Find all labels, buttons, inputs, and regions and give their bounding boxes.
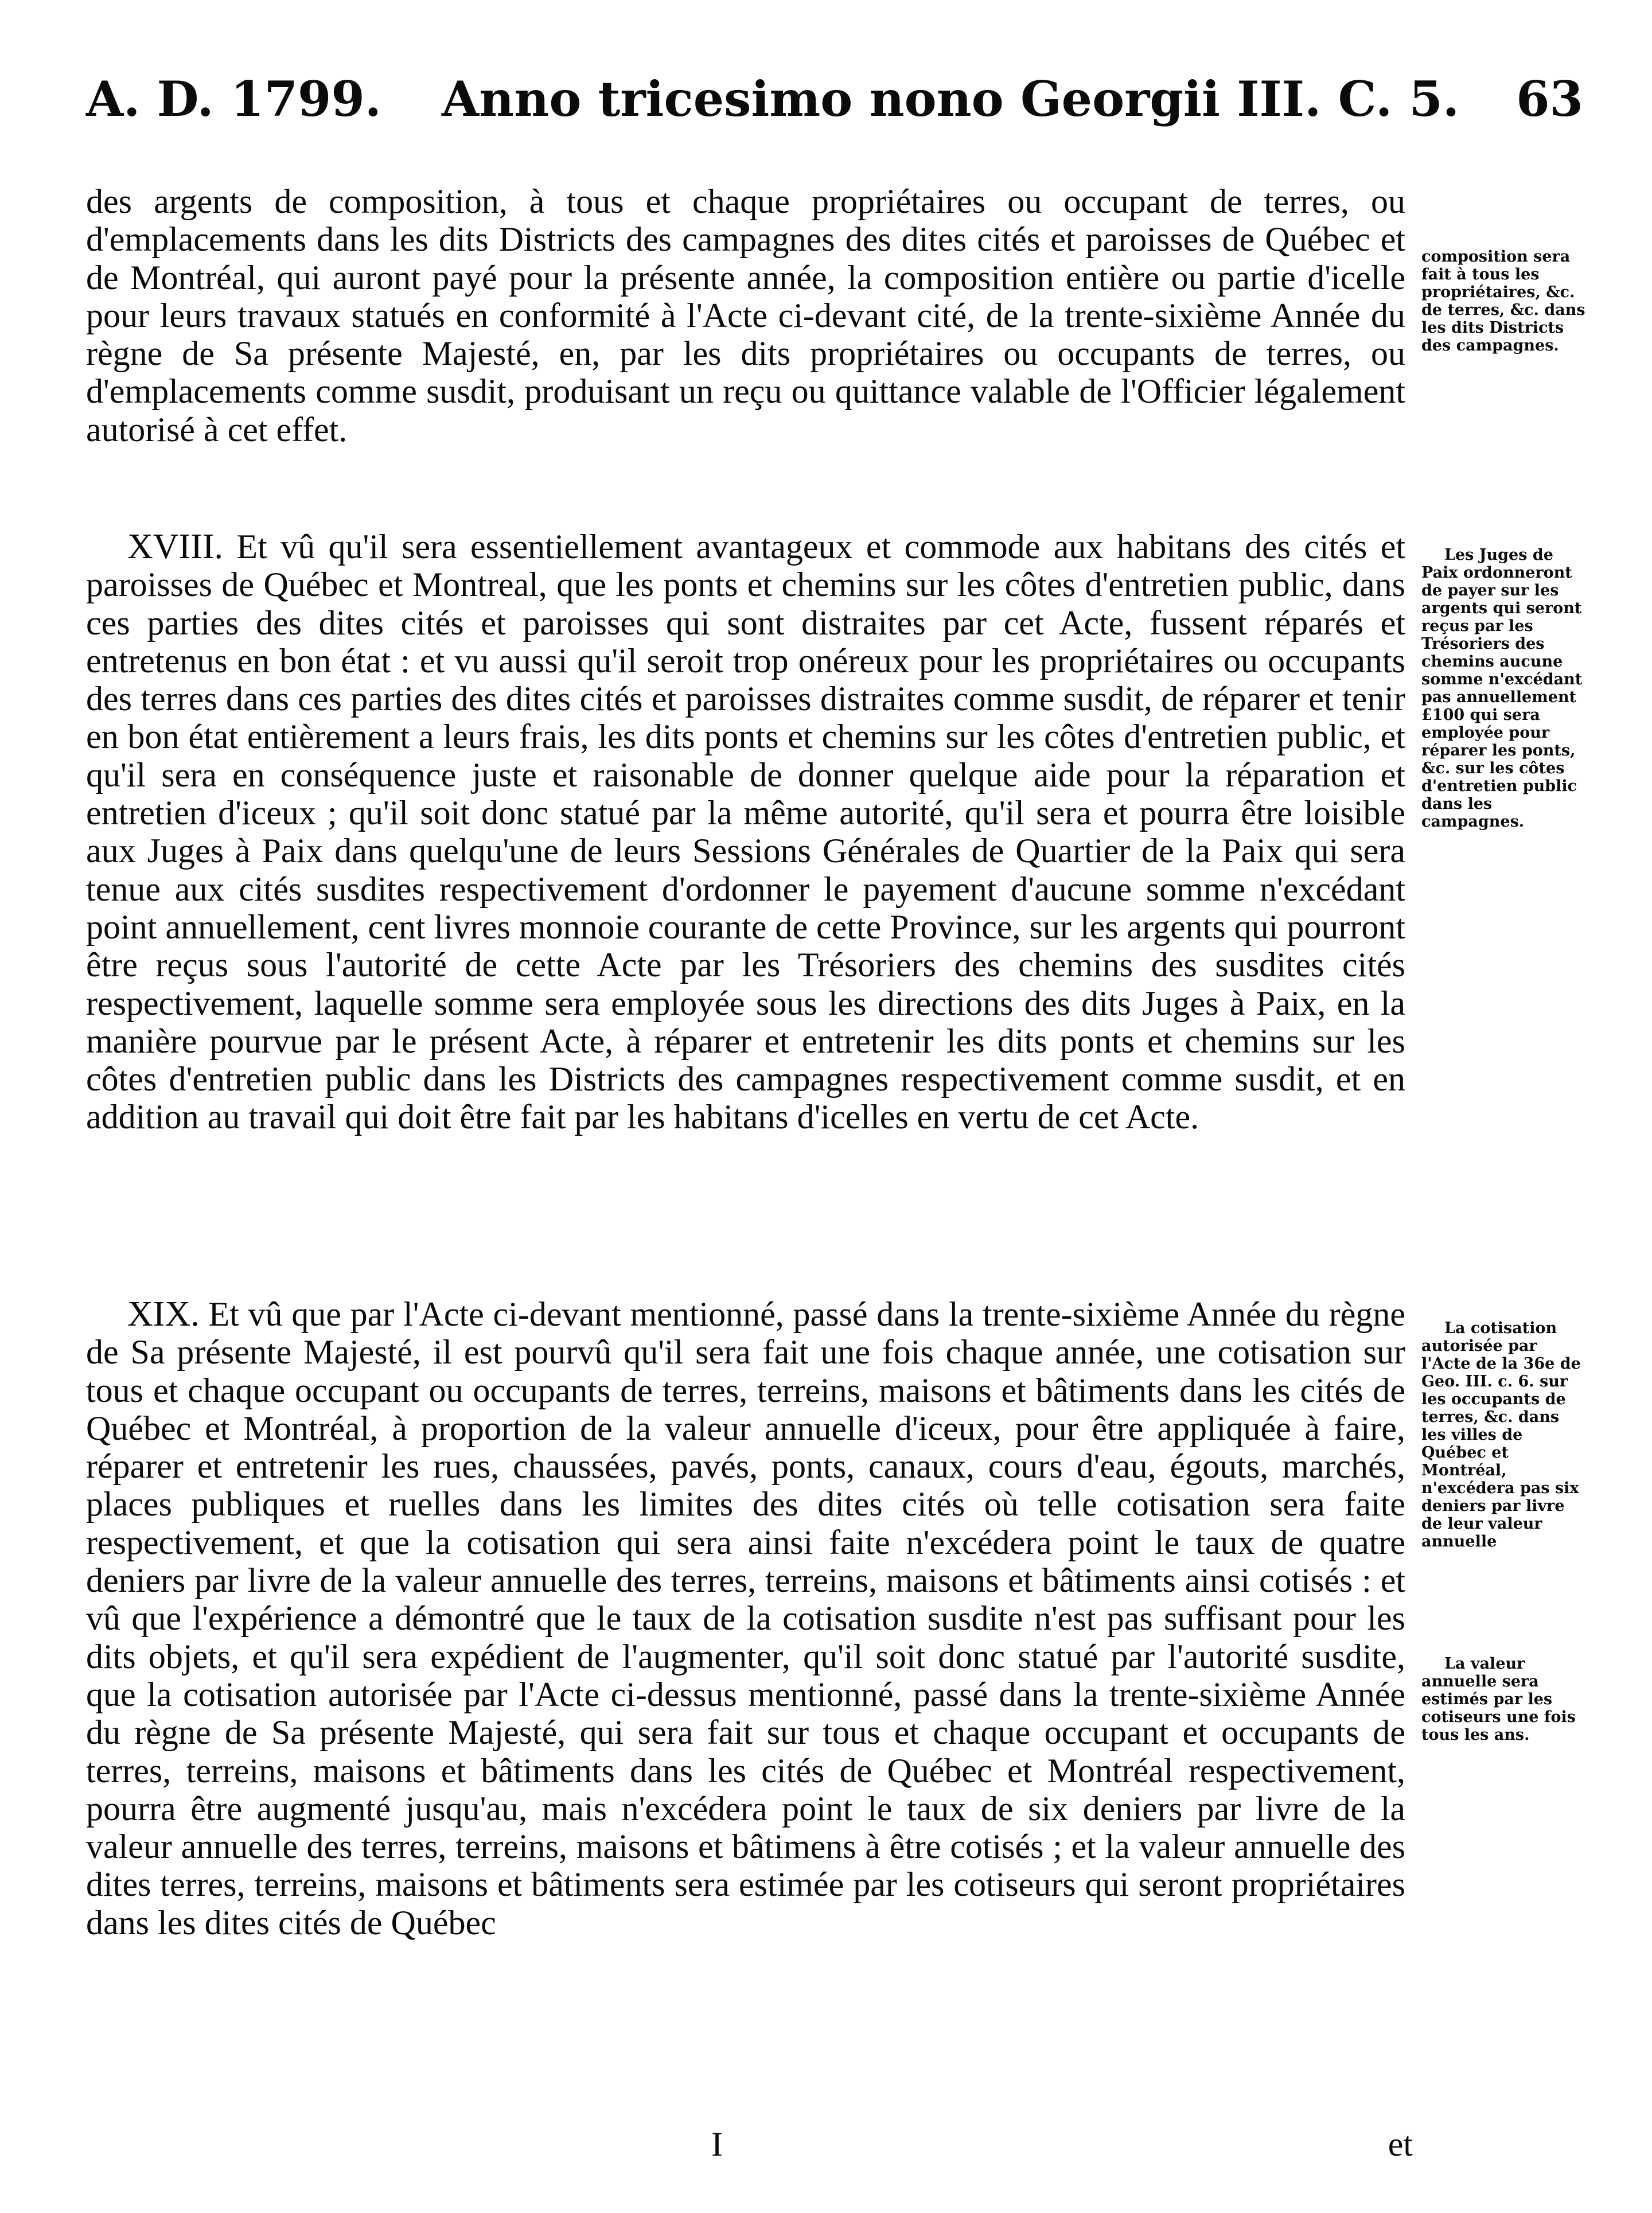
marginal-note: Les Juges de Paix ordonneront de payer sur les argents qui seront reçus par les Trésoriers des chemins aucune somme n'excédant pas annuellement £100 qui sera employée pour réparer les ponts, &c. sur les côtes d'entretien public dans les campagnes. — [1421, 546, 1583, 831]
running-header — [86, 68, 1583, 137]
page-number: 63 — [1516, 71, 1583, 127]
paragraph-text: Et vû que par l'Acte ci-devant mentionné, passé dans la trente-sixième Année du règne de Sa présente Majesté, il est pourvû qu'il sera fait une fois chaque année, une cotisation sur tous et chaque occupant ou occupants de terres, terreins, maisons et bâtiments dans les cités de Québec et Montréal, à proportion de la valeur annuelle d'iceux, pour être appliquée à faire, réparer et entretenir les rues, chaussées, pavés, ponts, canaux, cours d'eau, égouts, marchés, places publiques et ruelles dans les limites des dites cités où telle cotisation sera faite respectivement, et que la cotisation qui sera ainsi faite n'excédera point le taux de quatre deniers par livre de la valeur annuelle des terres, terreins, maisons et bâtiments ainsi cotisés : et vû que l'expérience a démontré que le taux de la cotisation susdite n'est pas suffisant pour les dits objets, et qu'il sera expédient de l'augmenter, qu'il soit donc statué par l'autorité susdite, que la cotisation autorisée par l'Acte ci-dessus mentionné, passé dans la trente-sixième Année du règne de Sa présente Majesté, qui sera fait sur tous et chaque occupant et occupants de terres, terreins, maisons et bâtiments dans les cités de Québec et Montréal respectivement, pourra être augmenté jusqu'au, mais n'excédera point le taux de six deniers par livre de la valeur annuelle des terres, terreins, maisons et bâtimens à être cotisés ; et la valeur annuelle des dites terres, terreins, maisons et bâtiments sera estimée par les cotiseurs qui seront propriétaires dans les dites cités de Québec — [86, 1295, 1406, 1942]
section-number: XVIII. — [127, 527, 223, 566]
header-year: A. D. 1799. — [86, 71, 382, 127]
catchword: et — [1388, 2125, 1413, 2163]
paragraph-section-xix — [86, 1295, 1405, 1942]
paragraph-text: Et vû qu'il sera essentiellement avantageux et commode aux habitans des cités et paroisses de Québec et Montreal, que les ponts et chemins sur les côtes d'entretien public, dans ces parties des dites cités et paroisses qui sont distraites par cet Acte, fussent réparés et entretenus en bon état : et vu aussi qu'il seroit trop onéreux pour les propriétaires ou occupants des terres dans ces parties des dites cités et paroisses distraites comme susdit, de réparer et tenir en bon état entièrement a leurs frais, les dits ponts et chemins sur les côtes d'entretien public, et qu'il sera en conséquence juste et raisonable de donner quelque aide pour la réparation et entretien d'iceux ; qu'il soit donc statué par la même autorité, qu'il sera et pourra être loisible aux Juges à Paix dans quelqu'une de leurs Sessions Générales de Quartier de la Paix qui sera tenue aux cités susdites respectivement d'ordonner le payement d'aucune somme n'excédant point annuellement, cent livres monnoie courante de cette Province, sur les argents qui pourront être reçus sous l'autorité de cette Acte par les Trésoriers des chemins des susdites cités respectivement, laquelle somme sera employée sous les directions des dits Juges à Paix, en la manière pourvue par le présent Acte, à réparer et entretenir les dits ponts et chemins sur les côtes d'entretien public dans les Districts des campagnes respectivement comme susdit, et en addition au travail qui doit être fait par les habitans d'icelles en vertu de cet Acte. — [86, 528, 1405, 1136]
paragraph-continuation — [86, 182, 1405, 449]
marginal-note: composition sera fait à tous les propriétaires, &c. de terres, &c. dans les dits Districts des campagnes. — [1421, 248, 1585, 354]
signature-mark: I — [711, 2125, 723, 2163]
marginal-note: La cotisation autorisée par l'Acte de la 36e de Geo. III. c. 6. sur les occupants de terres, &c. dans les villes de Québec et Montréal, n'excédera pas six deniers par livre de leur valeur annuelle — [1421, 1319, 1581, 1550]
marginal-note: La valeur annuelle sera estimés par les cotiseurs une fois tous les ans. — [1421, 1655, 1576, 1744]
header-title: Anno tricesimo nono Georgii III. C. 5. — [442, 71, 1460, 127]
paragraph-section-xviii — [86, 528, 1405, 1136]
section-number: XIX. — [127, 1295, 200, 1334]
paragraph-text: des argents de composition, à tous et chaque propriétaires ou occupant de terres, ou d'emplacements dans les dits Districts des campagnes des dites cités et paroisses de Québec et de Montréal, qui auront payé pour la présente année, la composition entière ou partie d'icelle pour leurs travaux statués en conformité à l'Acte ci-devant cité, de la trente-sixième Année du règne de Sa présente Majesté, en, par les dits propriétaires ou occupants de terres, ou d'emplacements comme susdit, produisant un reçu ou quittance valable de l'Officier légalement autorisé à cet effet. — [86, 182, 1405, 449]
